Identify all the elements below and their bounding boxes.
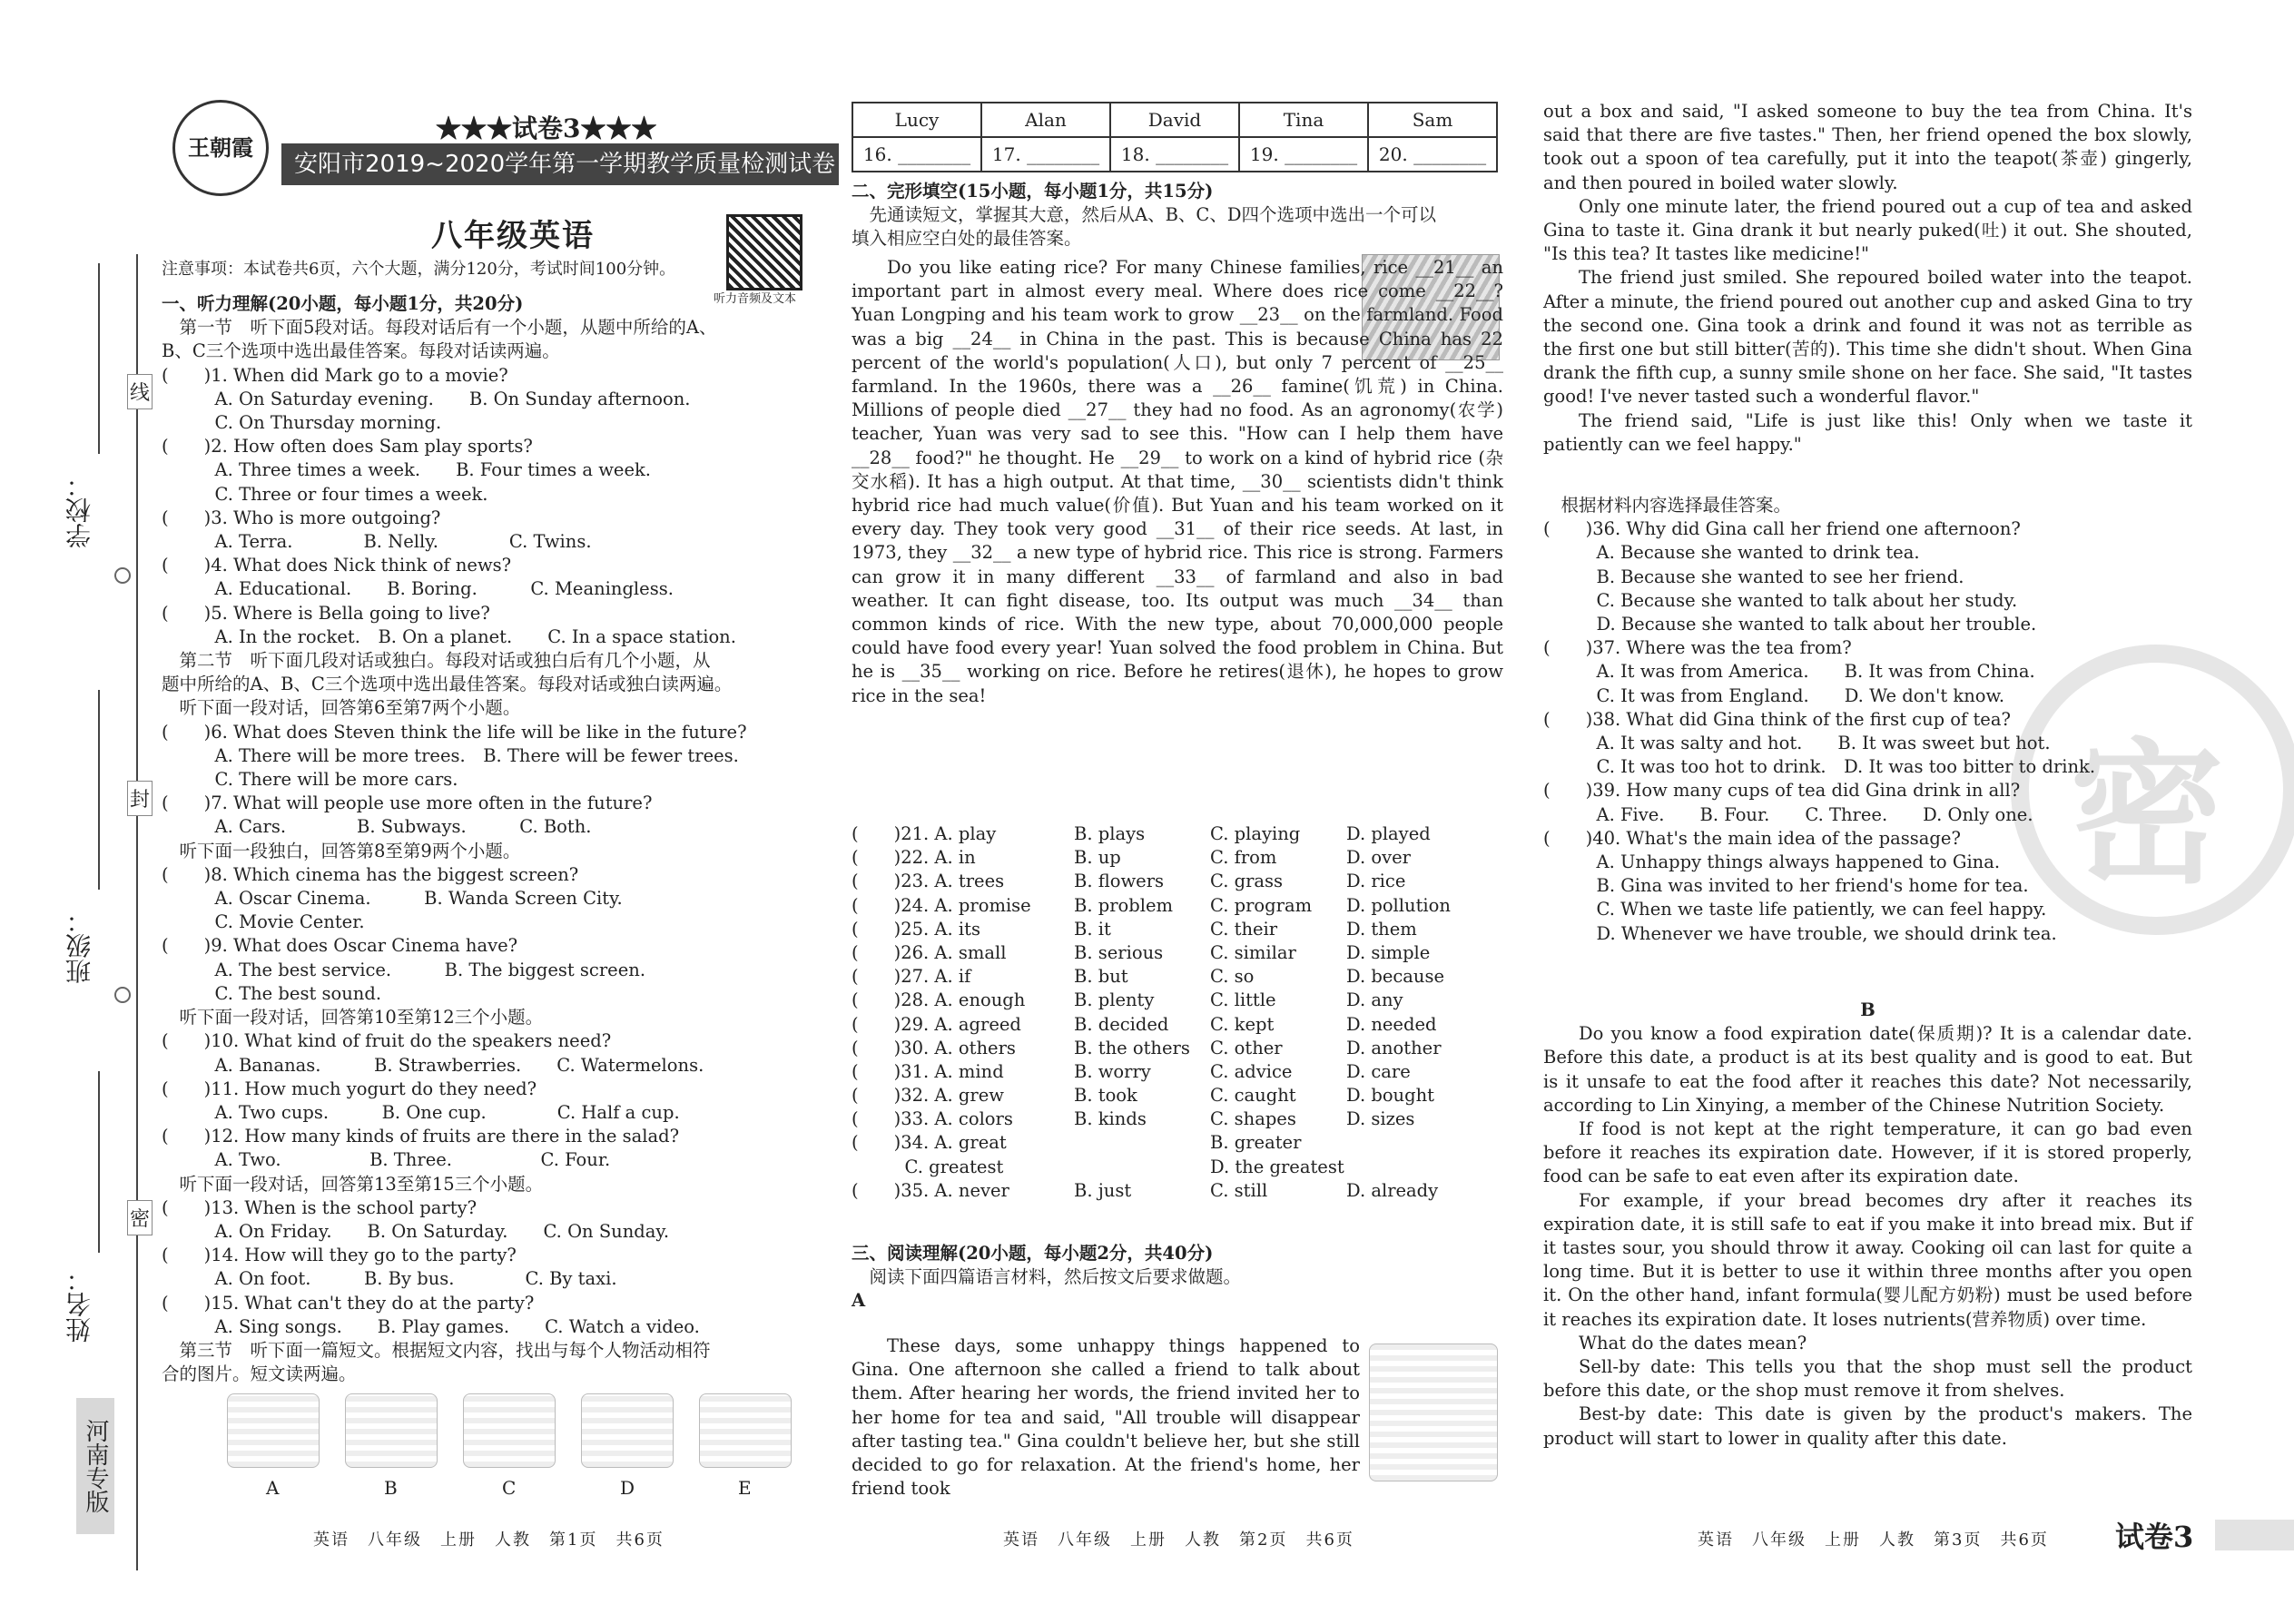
question-line: A. Five. B. Four. C. Three. D. Only one.: [1543, 803, 2033, 825]
cloze-option[interactable]: D. simple: [1346, 941, 1431, 963]
cloze-option-row: [852, 822, 1505, 846]
cloze-option[interactable]: D. because: [1346, 966, 1445, 988]
question-line: A. Two. B. Three. C. Four.: [162, 1149, 611, 1171]
cloze-option[interactable]: D. rice: [1346, 871, 1406, 892]
reading-b-para: What do the dates mean?: [1579, 1332, 1807, 1353]
question-line: ( )1. When did Mark go to a movie?: [162, 364, 508, 386]
picture-c: [463, 1393, 556, 1468]
question-line: ( )37. Where was the tea from?: [1543, 637, 1852, 659]
question-line: B. Because she wanted to see her friend.: [1543, 566, 1964, 587]
question-line: C. It was too hot to drink. D. It was too bitter to drink.: [1543, 756, 2096, 778]
tea-girl-picture: [1369, 1343, 1498, 1481]
cloze-option-row: [852, 1131, 1505, 1155]
qr-code-icon[interactable]: [726, 214, 802, 290]
question-line: ( )6. What does Steven think the life will be like in the future?: [162, 721, 747, 743]
cloze-option[interactable]: D. pollution: [1346, 894, 1451, 916]
question-line: A. Educational. B. Boring. C. Meaningless.: [162, 578, 674, 600]
cloze-option[interactable]: ( )32. A. grew: [852, 1085, 1004, 1107]
cloze-option-row: [852, 941, 1505, 965]
question-line: A. Terra. B. Nelly. C. Twins.: [162, 531, 592, 553]
instruction-line: 先通读短文，掌握其大意，然后从A、B、C、D四个选项中选出一个可以: [852, 204, 1436, 226]
province-edition: 河南专版: [76, 1398, 114, 1534]
series-label: ★★★试卷3★★★: [436, 113, 657, 143]
cloze-option[interactable]: B. the others: [1074, 1037, 1190, 1058]
question-line: ( )11. How much yogurt do they need?: [162, 1078, 537, 1099]
page-footer: 英语 八年级 上册 人教 第1页 共6页: [313, 1530, 665, 1550]
question-line: ( )9. What does Oscar Cinema have?: [162, 935, 518, 957]
exam-header: [172, 100, 836, 191]
question-line: A. In the rocket. B. On a planet. C. In a space station.: [162, 625, 736, 647]
name-cell: Alan: [981, 103, 1110, 137]
instruction-line: 填入相应空白处的最佳答案。: [852, 228, 1082, 250]
cloze-option[interactable]: C. grass: [1210, 871, 1284, 892]
cloze-option-row: [852, 1107, 1505, 1131]
question-line: ( )12. How many kinds of fruits are there in the salad?: [162, 1126, 680, 1147]
question-line: C. Movie Center.: [162, 911, 365, 933]
question-line: A. On Friday. B. On Saturday. C. On Sunday.: [162, 1220, 670, 1242]
cloze-option[interactable]: ( )22. A. in: [852, 847, 976, 869]
seal-char-secret: 密: [127, 1200, 153, 1235]
picture-label: C: [502, 1477, 517, 1499]
question-line: A. Sing songs. B. Play games. C. Watch a video.: [162, 1315, 700, 1337]
question-line: ( )2. How often does Sam play sports?: [162, 436, 533, 458]
page-footer: 英语 八年级 上册 人教 第3页 共6页: [1698, 1530, 2049, 1550]
reading-b-para: Do you know a food expiration date(保质期)? It is a calendar date. Before this date, a product is at its best quality and is good to eat. But is it unsafe to eat the food after it reaches this date? Not necessarily, according to Lin Xinying, a member of the Chinese Nutrition Society.: [1543, 1023, 2192, 1116]
cloze-option[interactable]: B. it: [1074, 918, 1111, 940]
publisher-logo: 王朝霞: [172, 100, 269, 196]
reading-b-para: Sell-by date: This tells you that the shop must sell the product before this date, or the shop must remove it from shelves.: [1543, 1356, 2192, 1402]
cloze-option[interactable]: C. from: [1210, 847, 1277, 869]
question-line: 合的图片。短文读两遍。: [162, 1363, 357, 1385]
question-line: ( )40. What's the main idea of the passage?: [1543, 827, 1961, 849]
name-cell: Sam: [1368, 103, 1497, 137]
cloze-option[interactable]: C. other: [1210, 1037, 1283, 1058]
question-line: 题中所给的A、B、C三个选项中选出最佳答案。每段对话或独白读两遍。: [162, 674, 733, 695]
picture-e: [699, 1393, 792, 1468]
name-cell: David: [1110, 103, 1239, 137]
question-line: ( )39. How many cups of tea did Gina drink in all?: [1543, 780, 2021, 802]
question-line: D. Whenever we have trouble, we should drink tea.: [1543, 922, 2057, 944]
reading-b-para: If food is not kept at the right temperature, it can go bad even before it reaches its expiration date. However, if it is stored properly, food can be safe to eat even after its expiration date.: [1543, 1118, 2192, 1187]
question-line: A. On foot. B. By bus. C. By taxi.: [162, 1268, 617, 1290]
picture-a: [227, 1393, 320, 1468]
name-cell: Tina: [1239, 103, 1368, 137]
question-line: D. Because she wanted to talk about her trouble.: [1543, 614, 2037, 635]
cloze-option[interactable]: ( )21. A. play: [852, 823, 997, 844]
question-line: A. It was salty and hot. B. It was sweet but hot.: [1543, 733, 2051, 754]
cloze-option[interactable]: D. played: [1346, 823, 1431, 844]
question-line: ( )36. Why did Gina call her friend one afternoon?: [1543, 518, 2021, 540]
cloze-option[interactable]: D. another: [1346, 1037, 1442, 1058]
cloze-option[interactable]: ( )35. A. never: [852, 1179, 1009, 1201]
question-line: 第三节 听下面一篇短文。根据短文内容，找出与每个人物活动相符: [162, 1339, 711, 1361]
question-line: C. Because she wanted to talk about her study.: [1543, 589, 2018, 611]
question-line: ( )3. Who is more outgoing?: [162, 507, 441, 528]
cloze-option[interactable]: B. up: [1074, 847, 1121, 869]
cloze-option-row: [852, 1084, 1505, 1107]
question-line: A. On Saturday evening. B. On Sunday afternoon.: [162, 388, 691, 409]
cloze-option[interactable]: D. any: [1346, 989, 1403, 1011]
cloze-passage-start: [852, 256, 1503, 708]
cloze-option[interactable]: B. worry: [1074, 1060, 1151, 1082]
cloze-option[interactable]: D. care: [1346, 1060, 1411, 1082]
cloze-option[interactable]: ( )31. A. mind: [852, 1060, 1004, 1082]
reading-b-para: Best-by date: This date is given by the product's makers. The product will start to lower in quality after this date.: [1543, 1403, 2192, 1449]
question-line: 听下面一段对话，回答第10至第12三个小题。: [162, 1007, 544, 1029]
question-line: ( )15. What can't they do at the party?: [162, 1292, 535, 1314]
question-line: ( )38. What did Gina think of the first cup of tea?: [1543, 708, 2011, 730]
question-line: ( )8. Which cinema has the biggest screen?: [162, 863, 579, 885]
class-field-label: 班级：: [64, 908, 94, 984]
matching-table: [852, 102, 1498, 172]
cloze-option[interactable]: ( )29. A. agreed: [852, 1013, 1021, 1035]
picture-label: D: [620, 1477, 635, 1499]
answer-blank[interactable]: 16. ________: [852, 137, 981, 172]
exam-notes: 注意事项：本试卷共6页，六个大题，满分120分，考试时间100分钟。: [162, 260, 676, 279]
question-line: A. Two cups. B. One cup. C. Half a cup.: [162, 1101, 680, 1123]
cloze-option[interactable]: ( )34. A. great: [852, 1132, 1007, 1154]
cloze-option[interactable]: C. so: [1210, 966, 1255, 988]
cloze-option[interactable]: D. over: [1346, 847, 1411, 869]
binding-hole: [114, 987, 131, 1003]
cloze-option[interactable]: D. needed: [1346, 1013, 1437, 1035]
cloze-option-row: [852, 1156, 1505, 1179]
reading-a-cont: [1543, 100, 2192, 457]
picture-options: [182, 1393, 835, 1499]
instruction-line: 二、完形填空(15小题，每小题1分，共15分): [852, 181, 1214, 202]
picture-label: A: [266, 1477, 280, 1499]
cloze-option[interactable]: ( )33. A. colors: [852, 1108, 1013, 1130]
reading-a-start: [852, 1334, 1360, 1501]
question-line: A. Oscar Cinema. B. Wanda Screen City.: [162, 888, 623, 910]
exam-banner: 安阳市2019~2020学年第一学期教学质量检测试卷: [281, 143, 839, 185]
reading-a-para-1: These days, some unhappy things happened to Gina. One afternoon she called a friend to talk about them. After hearing her words, the friend invited her to her home for tea and said, "All trouble will disappear after tasting tea." Gina couldn't believe her, but she still decided to go for relaxation. At the friend's home, her friend took: [852, 1335, 1360, 1500]
cloze-option[interactable]: D. the greatest: [1210, 1156, 1344, 1177]
instruction-line: A: [852, 1290, 866, 1312]
picture-label: B: [384, 1477, 398, 1499]
cloze-passage: Do you like eating rice? For many Chinese families, rice __21__ an important part in almost every meal. Where does rice come __22__? Yuan Longping and his team work to grow __23__ on the farmland. Food was a big __24__ in China in the past. This is because China has 22 percent of the world's population(人口), but only 7 percent of __25__ farmland. In the 1960s, there was a __26__ famine(饥荒) in China. Millions of people died __27__ they had no food. As an agronomy(农学) teacher, Yuan was very sad to see this. "How can I help them have __28__ food?" he thought. He __29__ to work on a kind of hybrid rice (杂交水稻). It has a high output. At that time, __30__ scientists didn't think hybrid rice had much value(价值). But Yuan and his team worked on it every day. They took very good __31__ of their rice seeds. At last, in 1973, they __32__ a new type of hybrid rice. This rice is strong. Farmers can grow it in many different __33__ of farmland and also in bad weather. It can fight disease, too. Its output was much __34__ than common kinds of rice. With the new type, about 70,000,000 people could have food every year! Yuan solved the food problem in China. But he is __35__ working on rice. Before he retires(退休), he hopes to grow rice in the sea!: [852, 257, 1503, 706]
question-line: A. Unhappy things always happened to Gina.: [1543, 851, 2001, 873]
cloze-option[interactable]: D. sizes: [1346, 1108, 1415, 1130]
cloze-option[interactable]: B. plays: [1074, 823, 1146, 844]
binding-hole: [114, 567, 131, 584]
watermark-seal-text: 密: [2070, 723, 2225, 905]
cloze-option-row: [852, 1179, 1505, 1203]
question-line: A. Cars. B. Subways. C. Both.: [162, 816, 592, 838]
binding-line: [136, 254, 138, 1570]
question-line: 第二节 听下面几段对话或独白。每段对话或独白后有几个小题，从: [162, 650, 711, 672]
instruction-line: 阅读下面四篇语言材料，然后按文后要求做题。: [852, 1266, 1242, 1288]
instruction-line: 三、阅读理解(20小题，每小题2分，共40分): [852, 1243, 1214, 1264]
cloze-option[interactable]: B. kinds: [1074, 1108, 1147, 1130]
question-line: ( )13. When is the school party?: [162, 1196, 478, 1218]
reading-a-para-3: The friend just smiled. She repoured boiled water into the teapot. After a minute, the friend poured out another cup and asked Gina to try the second one. Gina took a drink and found it was not as terrible as the first one but still bitter(苦的). This time she didn't shout. When Gina drank the fifth cup, a sunny smile shone on her face. She said, "It tastes good! I've never tasted such a wonderful flavor.": [1543, 267, 2192, 408]
cloze-option-row: [852, 894, 1505, 918]
question-line: ( )10. What kind of fruit do the speakers need?: [162, 1030, 612, 1052]
school-field-line[interactable]: [98, 263, 100, 454]
binding-gutter: [0, 0, 150, 1624]
tag-bar: [2215, 1520, 2294, 1550]
school-field-label: 学校：: [64, 472, 94, 548]
cloze-option[interactable]: C. caught: [1210, 1085, 1296, 1107]
question-line: 第一节 听下面5段对话。每段对话后有一个小题，从题中所给的A、: [162, 317, 717, 339]
reading-b: [1543, 999, 2192, 1451]
name-field-label: 姓名：: [64, 1266, 94, 1343]
cloze-option[interactable]: B. just: [1074, 1179, 1132, 1201]
question-line: 听下面一段对话，回答第13至第15三个小题。: [162, 1173, 544, 1195]
reading-b-para: For example, if your bread becomes dry after it reaches its expiration date, it is still safe to eat if you make it into bread mix. But if it tastes sour, you should throw it away. Cooking oil can last for quite a long time. But it is better to use it within three months after you open it. On the other hand, infant formula(婴儿配方奶粉) must be used before it reaches its expiration date. It loses nutrients(营养物质) over time.: [1543, 1189, 2192, 1330]
cloze-option[interactable]: ( )23. A. trees: [852, 871, 1005, 892]
cloze-option[interactable]: B. but: [1074, 966, 1128, 988]
cloze-option[interactable]: D. already: [1346, 1179, 1439, 1201]
cloze-option-row: [852, 1037, 1505, 1060]
question-line: A. There will be more trees. B. There will be fewer trees.: [162, 744, 739, 766]
picture-label: E: [738, 1477, 752, 1499]
question-line: ( )5. Where is Bella going to live?: [162, 602, 490, 624]
cloze-option[interactable]: C. their: [1210, 918, 1278, 940]
question-line: C. On Thursday morning.: [162, 412, 442, 434]
question-line: 根据材料内容选择最佳答案。: [1543, 495, 1792, 516]
cloze-option-row: [852, 870, 1505, 893]
cloze-option[interactable]: B. plenty: [1074, 989, 1155, 1011]
cloze-option[interactable]: C. kept: [1210, 1013, 1275, 1035]
cloze-option-row: [852, 965, 1505, 989]
cloze-option[interactable]: C. playing: [1210, 823, 1301, 844]
answer-blank[interactable]: 20. ________: [1368, 137, 1497, 172]
question-line: ( )7. What will people use more often in the future?: [162, 792, 653, 814]
seal-char-line: 线: [127, 374, 153, 409]
paper-tag: 试卷3: [2115, 1520, 2194, 1554]
question-line: C. It was from England. D. We don't know.: [1543, 684, 2005, 706]
question-line: A. The best service. B. The biggest screen.: [162, 959, 646, 980]
cloze-option[interactable]: B. problem: [1074, 894, 1174, 916]
cloze-option[interactable]: ( )26. A. small: [852, 941, 1007, 963]
question-line: ( )4. What does Nick think of news?: [162, 555, 512, 576]
qr-caption: 听力音频及文本: [714, 292, 797, 306]
question-line: B、C三个选项中选出最佳答案。每段对话读两遍。: [162, 340, 560, 362]
seal-char-seal: 封: [127, 781, 153, 816]
cloze-option[interactable]: ( )27. A. if: [852, 966, 971, 988]
cloze-option[interactable]: D. bought: [1346, 1085, 1434, 1107]
reading-a-para-2: Only one minute later, the friend poured out a cup of tea and asked Gina to taste it. Gina drank it but nearly puked(吐) it out. She shouted, "Is this tea? It tastes like medicine!": [1543, 195, 2192, 265]
question-line: 听下面一段对话，回答第6至第7两个小题。: [162, 697, 521, 719]
question-line: A. It was from America. B. It was from China.: [1543, 661, 2035, 683]
picture-b: [345, 1393, 438, 1468]
cloze-option[interactable]: C. greatest: [852, 1156, 1004, 1177]
name-cell: Lucy: [852, 103, 981, 137]
reading-instructions: [852, 1242, 1505, 1314]
cloze-option[interactable]: C. still: [1210, 1179, 1268, 1201]
question-line: B. Gina was invited to her friend's home for tea.: [1543, 875, 2029, 897]
answer-blank[interactable]: 19. ________: [1239, 137, 1368, 172]
cloze-option[interactable]: B. decided: [1074, 1013, 1169, 1035]
question-line: 听下面一段独白，回答第8至第9两个小题。: [162, 840, 521, 861]
question-line: A. Because she wanted to drink tea.: [1543, 542, 1920, 564]
question-line: 一、听力理解(20小题，每小题1分，共20分): [162, 293, 524, 314]
question-line: C. Three or four times a week.: [162, 483, 488, 505]
reading-a-para-1b: out a box and said, "I asked someone to buy the tea from China. It's said that there are five tastes." Then, her friend opened the box slowly, took out a spoon of tea carefully, put it into the teapot(茶壶) gingerly, and then poured in boiled water slowly.: [1543, 101, 2192, 193]
cloze-option[interactable]: D. them: [1346, 918, 1417, 940]
cloze-instructions: [852, 180, 1505, 251]
cloze-option-row: [852, 918, 1505, 941]
question-line: C. When we taste life patiently, we can feel happy.: [1543, 899, 2047, 920]
cloze-option[interactable]: C. shapes: [1210, 1108, 1296, 1130]
exam-title: 八年级英语: [431, 218, 595, 254]
listening-section: [162, 292, 833, 1386]
cloze-option-row: [852, 846, 1505, 870]
cloze-option-row: [852, 1060, 1505, 1084]
name-field-line[interactable]: [98, 1071, 100, 1253]
cloze-option[interactable]: ( )28. A. enough: [852, 989, 1026, 1011]
question-line: C. There will be more cars.: [162, 769, 458, 791]
cloze-option[interactable]: B. took: [1074, 1085, 1137, 1107]
cloze-option[interactable]: ( )25. A. its: [852, 918, 980, 940]
question-line: C. The best sound.: [162, 982, 382, 1004]
picture-d: [581, 1393, 674, 1468]
cloze-option-row: [852, 1013, 1505, 1037]
class-field-line[interactable]: [98, 690, 100, 890]
cloze-option-row: [852, 989, 1505, 1012]
cloze-option[interactable]: C. advice: [1210, 1060, 1293, 1082]
page-footer: 英语 八年级 上册 人教 第2页 共6页: [1003, 1530, 1354, 1550]
reading-a-questions: [1543, 494, 2192, 946]
answer-blank[interactable]: 18. ________: [1110, 137, 1239, 172]
cloze-option[interactable]: B. serious: [1074, 941, 1164, 963]
cloze-option[interactable]: ( )24. A. promise: [852, 894, 1031, 916]
reading-a-para-4: The friend said, "Life is just like this! Only when we taste it patiently can we feel happy.": [1543, 409, 2192, 455]
question-line: A. Three times a week. B. Four times a week.: [162, 459, 651, 481]
cloze-option[interactable]: C. little: [1210, 989, 1276, 1011]
reading-b-title: B: [1860, 999, 1876, 1020]
cloze-option[interactable]: B. flowers: [1074, 871, 1165, 892]
question-line: A. Bananas. B. Strawberries. C. Watermelons.: [162, 1054, 704, 1076]
cloze-option[interactable]: C. program: [1210, 894, 1313, 916]
cloze-option[interactable]: B. greater: [1210, 1132, 1302, 1154]
cloze-option[interactable]: C. similar: [1210, 941, 1296, 963]
cloze-option[interactable]: ( )30. A. others: [852, 1037, 1016, 1058]
question-line: ( )14. How will they go to the party?: [162, 1245, 517, 1266]
answer-blank[interactable]: 17. ________: [981, 137, 1110, 172]
cloze-options: [852, 822, 1505, 1203]
page-1: [0, 0, 844, 1624]
